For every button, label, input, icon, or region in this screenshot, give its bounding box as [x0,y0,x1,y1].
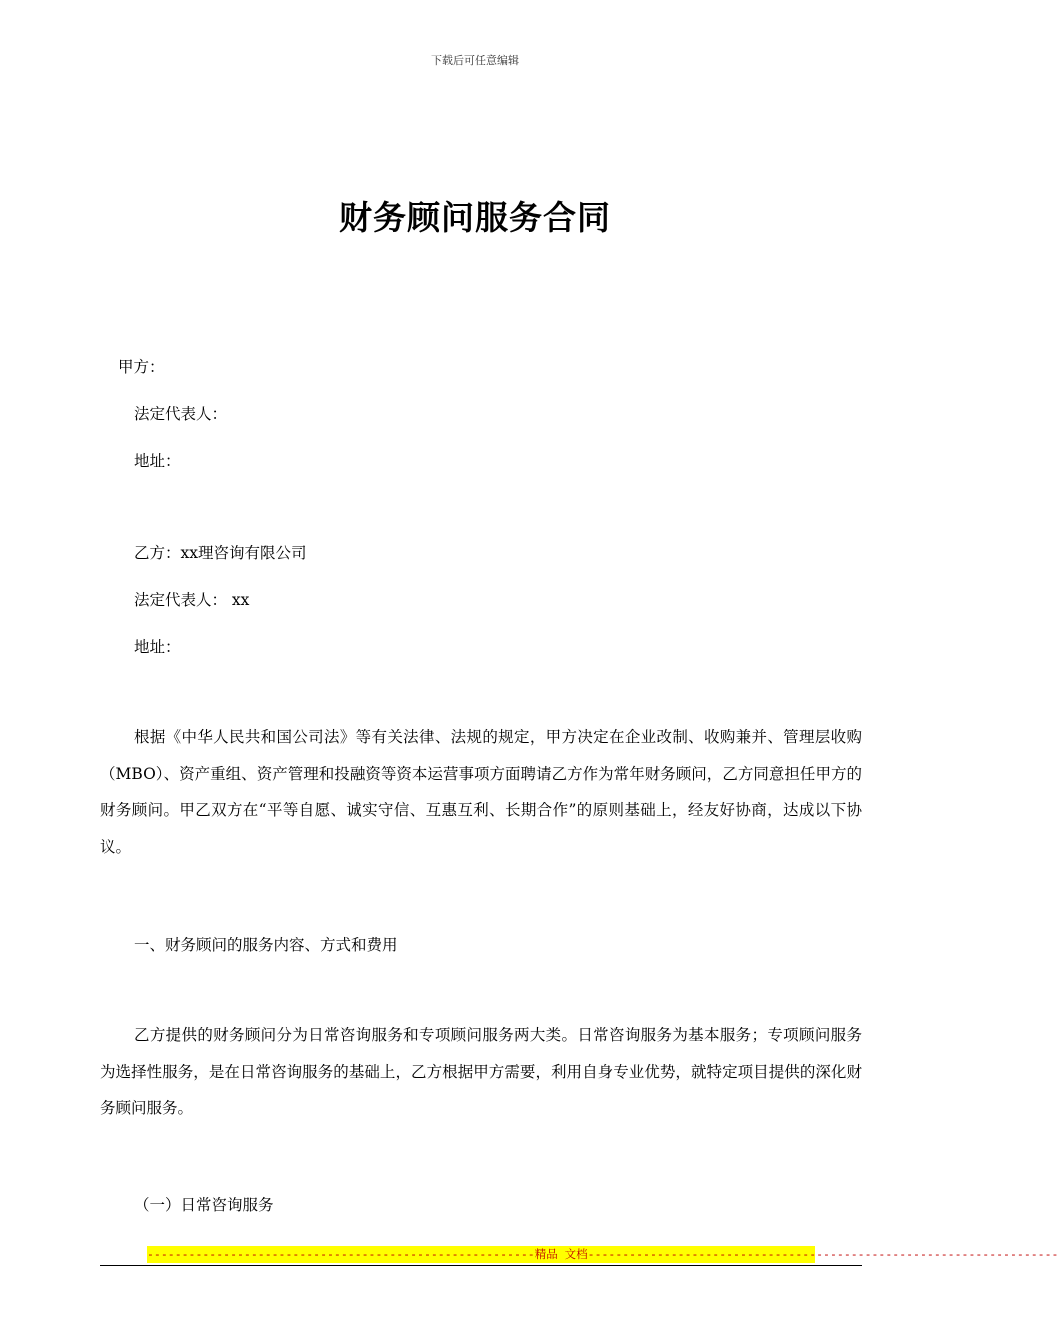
header-note: 下载后可任意编辑 [431,54,519,67]
document-title: 财务顾问服务合同 [339,198,611,237]
party-b-label: 乙方：xx理咨询有限公司 [134,544,307,562]
section-1-paragraph: 乙方提供的财务顾问分为日常咨询服务和专项顾问服务两大类。日常咨询服务为基本服务；专项顾问服务为选择性服务，是在日常咨询服务的基础上，乙方根据甲方需要，利用自身专业优势，就特定项目提供的深化财务顾问服务。 [100,1026,862,1117]
footer-divider [100,1265,862,1266]
party-a-representative-label: 法定代表人： [134,405,228,423]
party-b-address-label: 地址： [134,638,181,656]
footer-watermark-band: --------------------------------------------------------精品 文档-------------------------------------------------------------------- [147,1247,1058,1261]
subsection-1-heading: （一）日常咨询服务 [134,1196,274,1214]
party-a-label: 甲方： [118,358,165,376]
intro-paragraph: 根据《中华人民共和国公司法》等有关法律、法规的规定，甲方决定在企业改制、收购兼并、管理层收购（MBO）、资产重组、资产管理和投融资等资本运营事项方面聘请乙方作为常年财务顾问，乙方同意担任甲方的财务顾问。甲乙双方在“平等自愿、诚实守信、互惠互利、长期合作”的原则基础上，经友好协商，达成以下协议。 [100,728,862,856]
party-b-representative-label: 法定代表人： xx [134,591,250,609]
party-a-address-label: 地址： [134,452,181,470]
section-1-heading: 一、财务顾问的服务内容、方式和费用 [134,936,398,954]
